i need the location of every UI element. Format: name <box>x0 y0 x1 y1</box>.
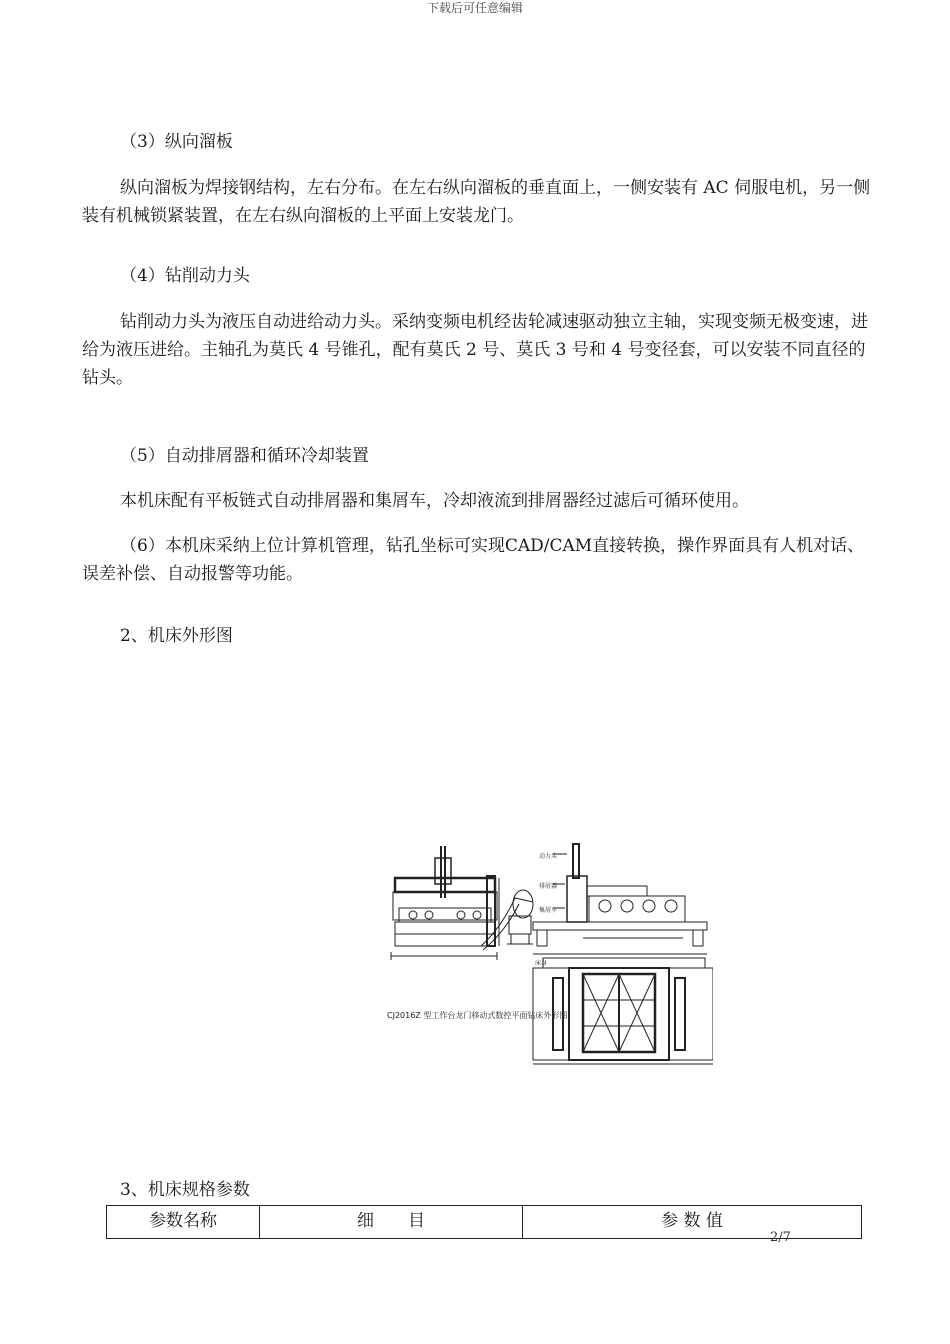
section-5-body: 本机床配有平板链式自动排屑器和集屑车，冷却液流到排屑器经过滤后可循环使用。 <box>120 491 749 511</box>
drawing-label: 动力头 <box>539 853 558 860</box>
section-4-body: 钻削动力头为液压自动进给动力头。采纳变频电机经齿轮减速驱动独立主轴，实现变频无极变速，进给为液压进给。主轴孔为莫氏 4 号锥孔，配有莫氏 2 号、莫氏 3 号和 4 号变径套，可以安装不同直径的钻头。 <box>82 312 868 388</box>
col-detail: 细 目 <box>260 1206 523 1239</box>
front-view <box>391 846 499 960</box>
section-6-body: （6）本机床采纳上位计算机管理，钻孔坐标可实现CAD/CAM直接转换，操作界面具有人机对话、误差补偿、自动报警等功能。 <box>82 536 865 584</box>
section-3-body: 纵向溜板为焊接钢结构，左右分布。在左右纵向溜板的垂直面上，一侧安装有 AC 伺服电机，另一侧装有机械锁紧装置，在左右纵向溜板的上平面上安装龙门。 <box>82 178 871 226</box>
section-3-title: 3、机床规格参数 <box>120 1180 250 1200</box>
section-5-heading: （5）自动排屑器和循环冷却装置 <box>120 446 369 466</box>
table-header-row <box>107 1206 862 1239</box>
section-2-title: 2、机床外形图 <box>120 626 233 646</box>
drawing-caption: CJ2016Z 型工作台龙门移动式数控平面钻床外形图 <box>387 1011 568 1020</box>
col-param-name: 参数名称 <box>107 1206 260 1239</box>
machine-outline-drawing <box>383 838 713 1066</box>
col-value: 参 数 值 <box>523 1206 862 1239</box>
spec-table <box>106 1205 862 1239</box>
drawing-label: 床身 <box>535 960 548 967</box>
drawing-label: 集屑车 <box>539 907 558 914</box>
page-header: 下载后可任意编辑 <box>426 1 523 15</box>
section-4-heading: （4）钻削动力头 <box>120 266 250 286</box>
page-number: 2/7 <box>770 1230 791 1245</box>
section-3-heading: （3）纵向溜板 <box>120 132 233 152</box>
side-view <box>533 844 707 954</box>
drawing-label: 排屑器 <box>539 883 558 890</box>
